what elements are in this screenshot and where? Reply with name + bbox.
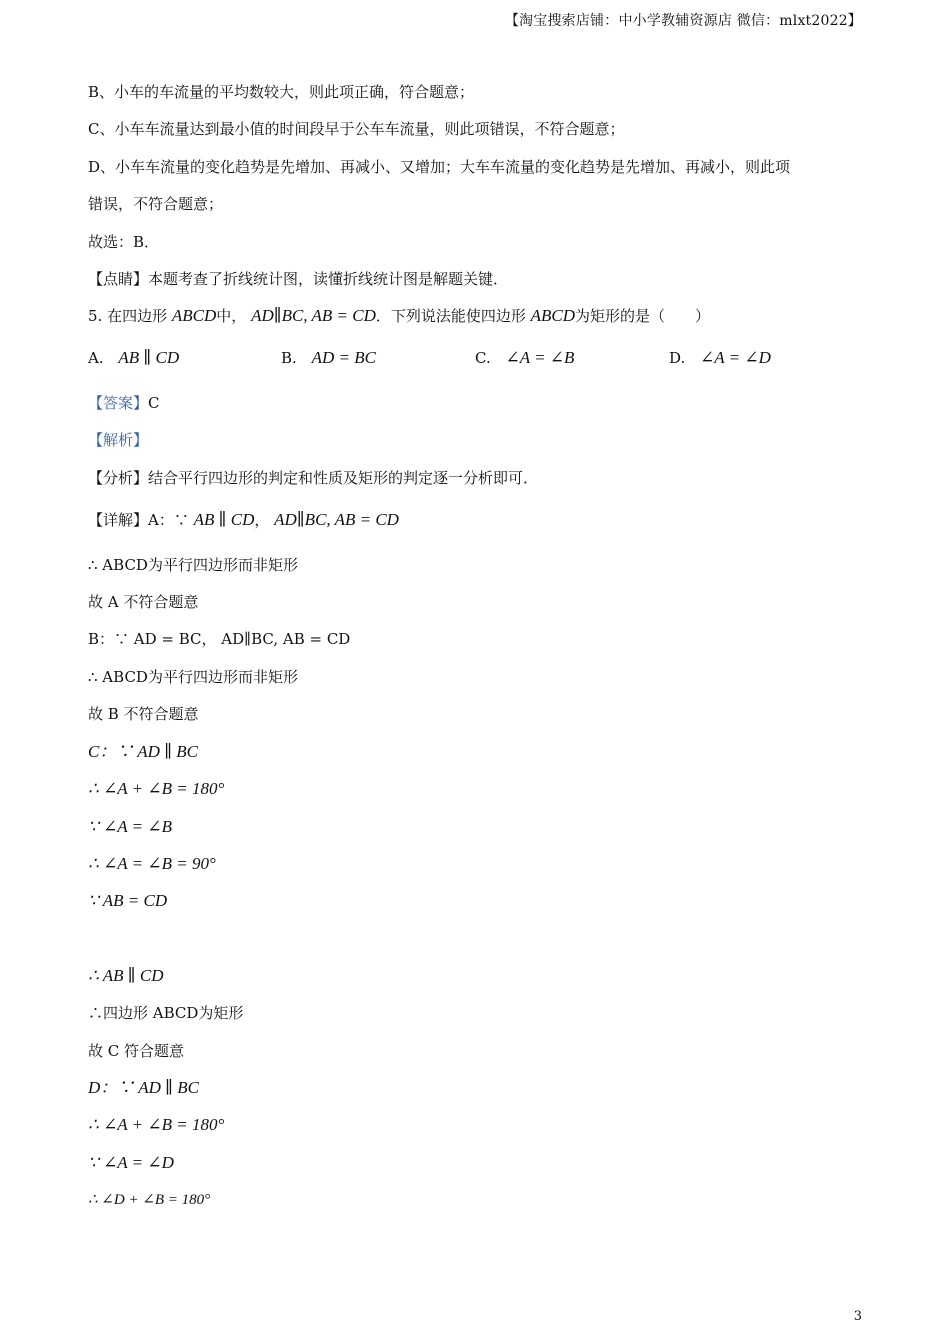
question-tail: ．下列说法能使四边形 [375, 307, 526, 325]
question-end: 为矩形的是（ ） [575, 307, 711, 325]
step-3: B：∵ AD = BC， AD∥BC, AB = CD [88, 630, 351, 648]
step-6: C：∵ AD ∥ BC [88, 742, 199, 761]
step-1: ∴ ABCD为平行四边形而非矩形 [88, 556, 298, 574]
step-11: ∴ AB ∥ CD [88, 966, 164, 985]
previous-comment: 【点睛】本题考查了折线统计图，读懂折线统计图是解题关键． [88, 270, 509, 288]
step-4: ∴ ABCD为平行四边形而非矩形 [88, 668, 298, 686]
option-a [88, 347, 179, 369]
question-mid: 中， [216, 307, 247, 325]
step-9: ∴ ∠A = ∠B = 90° [88, 854, 216, 873]
step-5: 故 B 不符合题意 [88, 705, 199, 723]
detail-tag: 【详解】A：∵ [88, 511, 189, 529]
option-d [669, 347, 771, 369]
detail-a1: AB ∥ CD [193, 510, 255, 529]
fenxi-line: 【分析】结合平行四边形的判定和性质及矩形的判定逐一分析即可． [88, 469, 539, 487]
analysis-b: B、小车的车流量的平均数较大，则此项正确，符合题意； [88, 83, 475, 101]
question-number: 5. 在四边形 [88, 307, 168, 325]
step-7: ∴ ∠A + ∠B = 180° [88, 779, 225, 798]
analysis-d-line1: D、小车车流量的变化趋势是先增加、再减小、又增加；大车车流量的变化趋势是先增加、再减小，则此项 [88, 158, 791, 176]
option-d-label: D. [669, 349, 686, 367]
question-quad-2: ABCD [530, 306, 576, 325]
option-b-expr: AD = BC [311, 348, 376, 367]
step-17: ∴ ∠D + ∠B = 180° [88, 1192, 211, 1208]
answer-tag: 【答案】 [88, 394, 149, 412]
step-2: 故 A 不符合题意 [88, 593, 199, 611]
analysis-c: C、小车车流量达到最小值的时间段早于公车车流量，则此项错误，不符合题意； [88, 120, 625, 138]
option-a-expr: AB ∥ CD [118, 348, 180, 367]
option-d-expr: ∠A = ∠D [700, 348, 771, 367]
option-a-label: A. [88, 349, 104, 367]
option-c-label: C. [475, 349, 491, 367]
answer-value: C [148, 394, 160, 412]
answer-line [88, 392, 160, 414]
step-8: ∵ ∠A = ∠B [88, 817, 172, 836]
option-c-expr: ∠A = ∠B [505, 348, 575, 367]
question-quad: ABCD [171, 306, 217, 325]
step-14: D：∵ AD ∥ BC [88, 1078, 199, 1097]
option-b-label: B. [281, 349, 297, 367]
page-number: 3 [853, 1309, 862, 1324]
analysis-tag: 【解析】 [88, 431, 149, 449]
detail-line [88, 509, 399, 531]
step-13: 故 C 符合题意 [88, 1042, 185, 1060]
step-15: ∴ ∠A + ∠B = 180° [88, 1115, 225, 1134]
option-c [475, 347, 574, 369]
question-5 [88, 305, 710, 327]
question-condition: AD∥BC, AB = CD [251, 306, 376, 325]
analysis-d-line2: 错误，不符合题意； [88, 195, 224, 213]
step-16: ∵ ∠A = ∠D [88, 1153, 174, 1172]
option-b [281, 347, 376, 369]
step-10: ∵ AB = CD [88, 891, 168, 910]
page-header: 【淘宝搜索店铺：中小学教辅资源店 微信：mlxt2022】 [504, 13, 862, 29]
detail-a2: AD∥BC, AB = CD [274, 510, 399, 529]
previous-choice: 故选：B． [88, 233, 160, 251]
step-12: ∴四边形 ABCD为矩形 [88, 1004, 244, 1022]
detail-sep: ， [254, 511, 270, 529]
